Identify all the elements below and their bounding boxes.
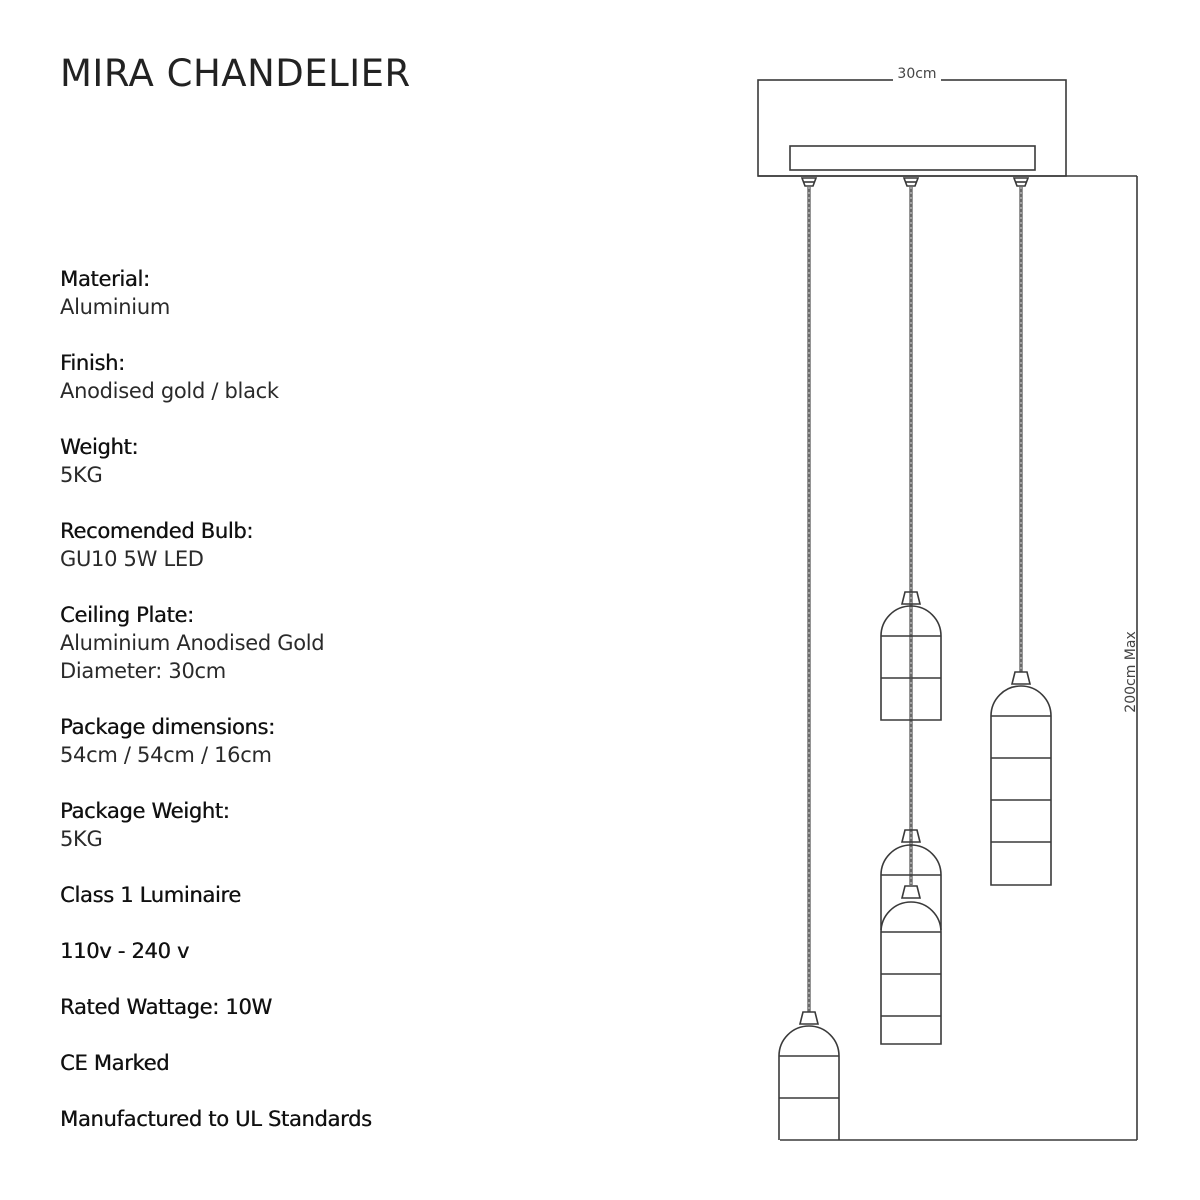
spec-value: Diameter: 30cm (60, 659, 226, 683)
spec-value: 5KG (60, 463, 103, 487)
spec-line: CE Marked (60, 1051, 170, 1075)
height-dimension-label: 200cm Max (1123, 631, 1139, 713)
spec-label: Material: (60, 267, 150, 291)
spec-line: Rated Wattage: 10W (60, 995, 272, 1019)
pendant-shade (779, 1012, 839, 1140)
spec-label: Weight: (60, 435, 139, 459)
product-title: MIRA CHANDELIER (60, 52, 411, 95)
pendant-shade (881, 886, 941, 1044)
spec-value: 54cm / 54cm / 16cm (60, 743, 272, 767)
spec-line: 110v - 240 v (60, 939, 190, 963)
spec-label: Recomended Bulb: (60, 519, 254, 543)
spec-value: 5KG (60, 827, 103, 851)
spec-value: GU10 5W LED (60, 547, 204, 571)
spec-label: Ceiling Plate: (60, 603, 194, 627)
spec-value: Anodised gold / black (60, 379, 279, 403)
width-dimension-label: 30cm (897, 66, 937, 82)
ceiling-plate-inner (790, 146, 1035, 170)
cord-connector (904, 178, 918, 186)
cord-connector (802, 178, 816, 186)
spec-label: Package dimensions: (60, 715, 275, 739)
spec-value: Aluminium (60, 295, 171, 319)
spec-value: Aluminium Anodised Gold (60, 631, 325, 655)
ceiling-plate-outline (758, 80, 1066, 176)
spec-label: Package Weight: (60, 799, 230, 823)
spec-line: Manufactured to UL Standards (60, 1107, 372, 1131)
pendant-shade (991, 672, 1051, 885)
spec-line: Class 1 Luminaire (60, 883, 241, 907)
cord-connector (1014, 178, 1028, 186)
spec-label: Finish: (60, 351, 125, 375)
